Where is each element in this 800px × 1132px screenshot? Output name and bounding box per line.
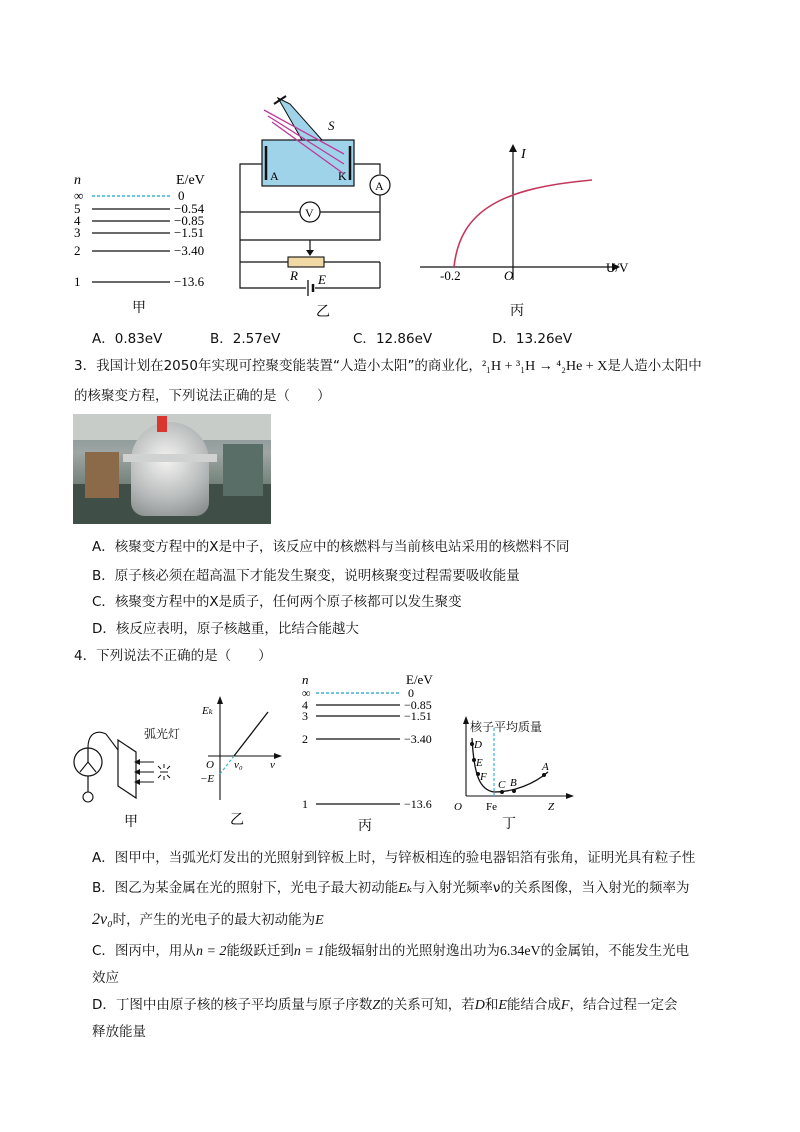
level-n: 1	[74, 274, 81, 289]
level-n: 3	[302, 709, 308, 723]
ek-label: Eₖ	[202, 705, 213, 717]
level-e: −13.6	[174, 274, 205, 289]
ek-line-extension	[220, 756, 234, 774]
figure-caption: 甲	[132, 301, 146, 316]
level-e: −1.51	[404, 709, 432, 723]
level-e: −0.85	[404, 698, 432, 712]
level-e: −1.51	[174, 225, 205, 240]
e-header: E/eV	[406, 672, 433, 687]
question-number: 4．	[74, 648, 97, 664]
figure-caption: 丙	[510, 304, 524, 319]
iu-curve-bing	[412, 140, 642, 320]
point-label-a: A	[542, 761, 549, 773]
neg-e-label: −E	[200, 773, 215, 785]
level-e: 0	[408, 686, 414, 700]
fe-label: Fe	[486, 801, 497, 813]
option-math: n = 1	[293, 944, 325, 959]
option-text: 能级跃迁到	[226, 943, 294, 959]
option-math: Eₖ	[398, 881, 412, 896]
option-math: D	[474, 998, 485, 1013]
arc-lamp-icon	[158, 764, 170, 780]
figure-caption: 甲	[124, 815, 138, 830]
option-letter: C．	[353, 331, 376, 347]
e-header: E/eV	[176, 173, 205, 188]
stop-voltage-label: -0.2	[440, 268, 461, 283]
option-letter: D．	[92, 997, 116, 1013]
ek-line	[234, 712, 268, 756]
option-letter: D．	[92, 621, 116, 637]
question-number: 3．	[74, 358, 97, 374]
arc-lamp-label: 弧光灯	[144, 727, 181, 741]
level-e: −3.40	[404, 732, 432, 746]
q4-option-b-line2	[92, 910, 324, 931]
ammeter-label: A	[375, 179, 384, 193]
phototube-window	[278, 98, 322, 140]
q2-option-a[interactable]	[92, 327, 162, 347]
figure-caption: 乙	[230, 813, 244, 828]
option-letter: A．	[92, 850, 115, 866]
z-label: Z	[548, 801, 555, 813]
label-anode: A	[270, 169, 279, 183]
level-n: ∞	[74, 188, 84, 203]
q3-option-b[interactable]	[92, 566, 520, 586]
level-e: −13.6	[404, 797, 432, 811]
q3-stem	[74, 356, 774, 377]
option-text: 2.57eV	[232, 331, 281, 347]
photoelectric-circuit-yi	[232, 94, 392, 320]
q4-option-c-line2: 效应	[92, 970, 119, 986]
point-label-e: E	[476, 757, 483, 769]
q3-option-d[interactable]	[92, 619, 359, 639]
stem-text: 下列说法不正确的是（ ）	[96, 648, 272, 664]
option-text: 核反应表明，原子核越重，比结合能越大	[115, 621, 359, 637]
point-label-d: D	[474, 739, 482, 751]
level-n: 2	[302, 732, 308, 746]
q3-stem-line2: 的核聚变方程，下列说法正确的是（ ）	[74, 388, 331, 404]
point-label-c: C	[498, 779, 506, 791]
option-text: 能级辐射出的光照射逸出功为	[324, 943, 500, 959]
level-e: −0.85	[174, 213, 205, 228]
option-text: 图乙为某金属在光的照射下，光电子最大初动能	[114, 880, 399, 896]
option-text: 13.26eV	[515, 331, 573, 347]
label-e: E	[318, 272, 326, 287]
option-letter: B．	[210, 331, 233, 347]
figure-caption: 丁	[502, 817, 516, 832]
label-s: S	[328, 118, 335, 133]
voltmeter-label: V	[305, 206, 314, 220]
mass-graph-title: 核子平均质量	[470, 720, 543, 734]
label-r: R	[290, 268, 298, 283]
point-label-f: F	[480, 771, 487, 783]
q2-option-d[interactable]	[492, 327, 572, 347]
q4-option-c[interactable]	[92, 941, 689, 962]
level-n: 2	[74, 243, 81, 258]
option-math: Z	[372, 998, 381, 1013]
nu-label: ν	[270, 759, 275, 771]
option-text: ，结合过程一定会	[569, 997, 678, 1013]
option-letter: A．	[92, 331, 115, 347]
option-text: 图甲中，当弧光灯发出的光照射到锌板上时，与锌板相连的验电器铝箔有张角，证明光具有粒子性	[114, 850, 696, 866]
q4-option-b[interactable]	[92, 878, 689, 899]
option-text: 能结合成	[506, 997, 561, 1013]
q4-stem	[74, 646, 272, 666]
stem-text: 是人造小太阳中	[607, 358, 702, 374]
zinc-plate	[118, 740, 136, 798]
q3-option-a[interactable]	[92, 537, 570, 557]
option-text: 核聚变方程中的X是中子，该反应中的核燃料与当前核电站采用的核燃料不同	[114, 539, 570, 555]
option-text: 的关系可知，若	[380, 997, 475, 1013]
option-math: n = 2	[195, 944, 227, 959]
option-math: 6.34eV	[499, 944, 541, 959]
option-text: 核聚变方程中的X是质子，任何两个原子核都可以发生聚变	[114, 594, 462, 610]
stem-text: 我国计划在2050年实现可控聚变能装置“人造小太阳”的商业化，	[96, 358, 482, 374]
energy-level-diagram-jia	[70, 166, 230, 316]
fusion-device-photo	[73, 414, 271, 524]
level-e: 0	[178, 188, 185, 203]
level-n: 5	[74, 201, 81, 216]
q4-option-a[interactable]	[92, 848, 695, 868]
origin-label: O	[504, 268, 514, 283]
level-e: −0.54	[174, 201, 205, 216]
option-text: 0.83eV	[114, 331, 163, 347]
option-letter: B．	[92, 568, 115, 584]
u-axis-label: U/V	[606, 260, 629, 275]
level-n: 4	[74, 213, 81, 228]
option-letter: C．	[92, 943, 115, 959]
i-axis-label: I	[521, 147, 526, 162]
q2-option-b[interactable]	[210, 327, 280, 347]
figure-caption: 乙	[316, 305, 330, 320]
energy-level-diagram-bing	[298, 670, 448, 832]
q3-option-c[interactable]	[92, 592, 462, 612]
rheostat	[288, 257, 324, 267]
nu0-label: ν₀	[234, 759, 243, 771]
point-label-b: B	[510, 777, 517, 789]
option-math: F	[560, 998, 570, 1013]
level-n: ∞	[302, 686, 311, 700]
option-math: E	[498, 998, 507, 1013]
q4-option-d[interactable]	[92, 995, 677, 1016]
option-text: 和	[484, 997, 499, 1013]
level-n: 1	[302, 797, 308, 811]
label-cathode: K	[338, 169, 347, 183]
n-header: n	[302, 672, 309, 687]
option-text: 的金属铂，不能发生光电	[540, 943, 690, 959]
level-n: 3	[74, 225, 81, 240]
n-header: n	[74, 173, 81, 188]
option-letter: B．	[92, 880, 115, 896]
option-math: 2ν₀	[92, 911, 113, 928]
option-letter: C．	[92, 594, 115, 610]
origin-label: O	[454, 801, 462, 813]
ek-nu-graph-yi	[196, 690, 286, 830]
origin-label: O	[206, 759, 214, 771]
option-letter: A．	[92, 539, 115, 555]
level-e: −3.40	[174, 243, 205, 258]
option-text: 与入射光频率ν的关系图像，当入射光的频率为	[411, 880, 690, 896]
level-n: 4	[302, 698, 308, 712]
option-math: E	[315, 913, 324, 928]
option-letter: D．	[492, 331, 516, 347]
option-text: 原子核必须在超高温下才能发生聚变，说明核聚变过程需要吸收能量	[114, 568, 520, 584]
fusion-equation: ²₁H + ³₁H → ⁴₂He + X	[481, 359, 608, 374]
q4-option-d-line2: 释放能量	[92, 1024, 146, 1040]
option-text: 时，产生的光电子的最大初动能为	[112, 912, 316, 928]
option-text: 丁图中由原子核的核子平均质量与原子序数	[115, 997, 373, 1013]
iu-curve	[454, 180, 592, 267]
q2-option-c[interactable]	[353, 327, 432, 347]
option-text: 12.86eV	[375, 331, 433, 347]
figure-caption: 丙	[358, 819, 372, 832]
option-text: 图丙中，用从	[114, 943, 196, 959]
